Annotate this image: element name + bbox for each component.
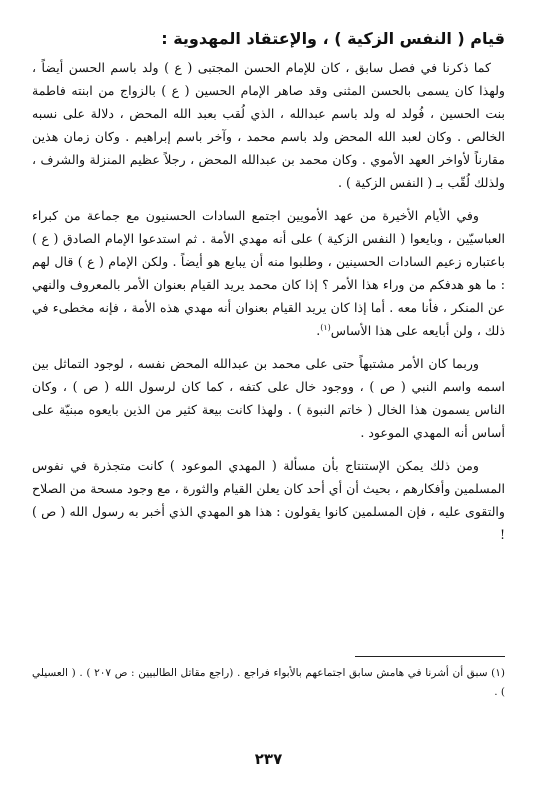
page-number: ٢٣٧	[254, 750, 283, 768]
paragraph-1-text: كما ذكرنا في فصل سابق ، كان للإمام الحسن المجتبى ( ع ) ولد باسم الحسن أيضاً ، ولهذا كان يسمى بالحسن المثنى وقد صاهر الإمام الحسين ( ع ) بالزواج من ابنته فاطمة بنت الحسين ، فُولد له ولد باسم عبدالله ، الذي لُقب بعبد الله المحض ، دلالة على نسبه الخالص . وكان لعبد الله المحض ولد باسم محمد ، وآخر باسم إبراهيم . وكان زمان هذين مقارناً لأواخر العهد الأموي . وكان محمد بن عبدالله المحض ، رجلاً عظيم المنزلة والشرف ، ولذلك لُقّب بـ ( النفس الزكية ) .	[32, 60, 505, 190]
paragraph-1	[32, 56, 505, 194]
paragraph-2-end: .	[316, 323, 321, 338]
paragraph-3	[32, 352, 505, 444]
footnote-reference[interactable]: (١)	[320, 322, 331, 332]
section-heading: قيام ( النفس الزكية ) ، والإعتقاد المهدوية :	[161, 29, 505, 48]
paragraph-4-text: ومن ذلك يمكن الإستنتاج بأن مسألة ( المهدي الموعود ) كانت متجذرة في نفوس المسلمين وأفكارهم ، بحيث أن أي أحد كان يعلن القيام والثورة ، مع وجود مسحة من الصلاح والتقوى عليه ، فإن المسلمين كانوا يقولون : هذا هو المهدي الذي أخبر به رسول الله ( ص ) !	[32, 458, 505, 542]
paragraph-3-text: وربما كان الأمر مشتبهاً حتى على محمد بن عبدالله المحض نفسه ، لوجود التماثل بين اسمه واسم النبي ( ص ) ، ووجود خال على كتفه ، كما كان لرسول الله ( ص ) ، وكان الناس يسمون هذا الخال ( خاتم النبوة ) . ولهذا كانت بيعة كثير من الذين بايعوه مبنيّة على أساس أنه المهدي الموعود .	[32, 356, 505, 440]
paragraph-2-text: وفي الأيام الأخيرة من عهد الأمويين اجتمع السادات الحسنيون مع جماعة من كبراء العباسيّين ، وبايعوا ( النفس الزكية ) على أنه مهدي الأمة . ثم استدعوا الإمام الصادق ( ع ) باعتباره زعيم السادات الحسينين ، وطلبوا منه أن يبايع هو أيضاً . ولكن الإمام ( ع ) قال لهم : ما هو هدفكم من وراء هذا الأمر ؟ إذا كان محمد يريد القيام بعنوان الأمر بالمعروف والنهي عن المنكر ، فأنا معه . أما إذا كان يريد القيام بعنوان أنه مهدي هذه الأمة ، فإنه مخطىء في ذلك ، ولن أبايعه على هذا الأساس	[32, 208, 505, 338]
book-page	[32, 28, 505, 773]
footnote-divider	[355, 656, 505, 657]
paragraph-4	[32, 454, 505, 546]
paragraph-2	[32, 204, 505, 342]
footnote: (١) سبق أن أشرنا في هامش سابق اجتماعهم بالأبواء فراجع . (راجع مقاتل الطالبيين : ص ٢٠٧ ) . ( العسيلي ) .	[32, 667, 505, 698]
